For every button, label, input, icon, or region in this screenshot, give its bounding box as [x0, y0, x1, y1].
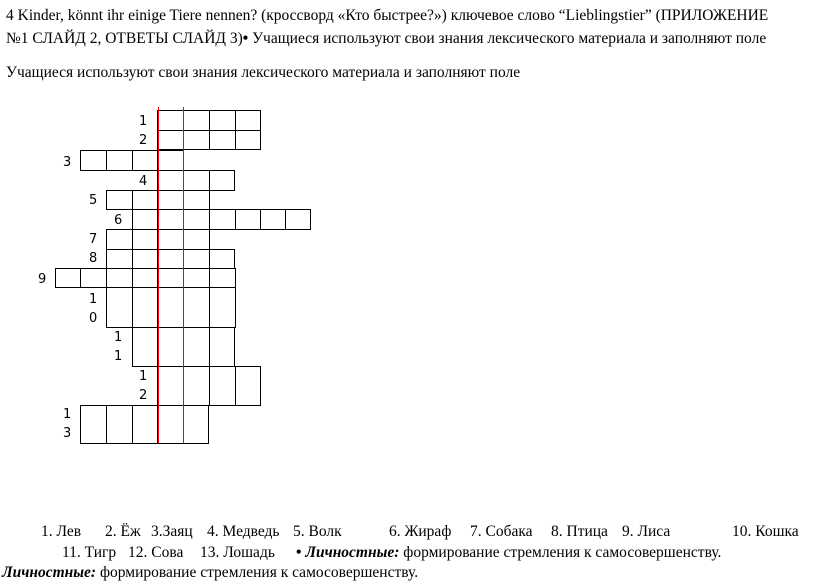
crossword-cell[interactable] — [183, 209, 210, 230]
clue-number-10: 1 — [89, 292, 98, 307]
header-line-2-tail: Учащиеся используют свои знания лексического материала и заполняют поле — [248, 30, 767, 47]
footer-text-2: формирование стремления к самосовершенству. — [96, 564, 419, 581]
crossword-cell[interactable] — [157, 249, 184, 269]
bullet-icon: • — [242, 30, 249, 47]
crossword-cell[interactable] — [260, 209, 286, 230]
clue-number-8: 8 — [89, 251, 98, 266]
crossword-cell[interactable] — [157, 130, 184, 150]
clue-number-10-b: 0 — [89, 311, 98, 326]
footer-label: Личностные: — [305, 544, 400, 561]
crossword-cell[interactable] — [132, 190, 158, 210]
crossword-cell[interactable] — [157, 190, 184, 210]
crossword-cell[interactable] — [209, 268, 236, 288]
crossword-cell[interactable] — [209, 327, 235, 367]
clue-number-6: 6 — [114, 213, 123, 228]
answer-11: 11. Тигр — [62, 544, 117, 561]
crossword-cell[interactable] — [106, 190, 133, 210]
crossword-cell[interactable] — [183, 229, 210, 250]
clue-number-13: 1 — [63, 407, 72, 422]
crossword-cell[interactable] — [157, 327, 184, 367]
answer-4: 4. Медведь — [207, 523, 280, 540]
crossword-cell[interactable] — [183, 366, 210, 406]
crossword-cell[interactable] — [132, 268, 158, 288]
crossword-cell[interactable] — [209, 170, 235, 191]
clue-number-7: 7 — [89, 232, 98, 247]
crossword-cell[interactable] — [132, 229, 158, 250]
crossword-cell[interactable] — [106, 150, 133, 171]
crossword-cell[interactable] — [132, 327, 158, 367]
answer-5: 5. Волк — [293, 523, 342, 540]
clue-number-3: 3 — [63, 155, 72, 170]
clue-number-13-b: 3 — [63, 426, 72, 441]
crossword-cell[interactable] — [157, 150, 184, 171]
keyword-column-left-border — [158, 107, 159, 443]
answer-13: 13. Лошадь — [200, 544, 275, 561]
crossword-cell[interactable] — [132, 209, 158, 230]
crossword-cell[interactable] — [132, 150, 158, 171]
crossword-cell[interactable] — [106, 405, 133, 444]
answer-12: 12. Сова — [128, 544, 184, 561]
footer-personal-goal-2 — [2, 563, 418, 583]
clue-number-12-b: 2 — [139, 388, 148, 403]
clue-number-1: 1 — [139, 114, 148, 129]
crossword-cell[interactable] — [183, 190, 210, 210]
crossword-cell[interactable] — [80, 405, 107, 444]
clue-number-4: 4 — [139, 174, 148, 189]
crossword-cell[interactable] — [157, 287, 184, 328]
crossword-cell[interactable] — [209, 287, 236, 328]
crossword-cell[interactable] — [157, 268, 184, 288]
crossword-cell[interactable] — [235, 366, 261, 406]
header-line-2-text: №1 СЛАЙД 2, ОТВЕТЫ СЛАЙД 3) — [6, 30, 243, 47]
crossword-cell[interactable] — [183, 130, 210, 150]
footer-personal-goal — [296, 543, 721, 563]
crossword-cell[interactable] — [235, 130, 261, 150]
crossword-cell[interactable] — [55, 268, 81, 288]
bullet-icon: • — [296, 544, 302, 561]
clue-number-11-b: 1 — [114, 349, 123, 364]
clue-number-9: 9 — [38, 272, 47, 287]
crossword-cell[interactable] — [183, 327, 210, 367]
crossword-cell[interactable] — [235, 110, 261, 131]
keyword-column-right-border — [183, 107, 184, 443]
answer-3: 3.Заяц — [151, 523, 193, 540]
crossword-cell[interactable] — [80, 150, 107, 171]
crossword-cell[interactable] — [157, 110, 184, 131]
header-line-1: 4 Kinder, könnt ihr einige Tiere nennen? (кроссворд «Кто быстрее?») ключевое слово “Lieblingstier” (ПРИЛОЖЕНИЕ — [6, 7, 769, 24]
crossword-cell[interactable] — [157, 405, 184, 444]
answer-7: 7. Собака — [470, 523, 533, 540]
crossword-cell[interactable] — [132, 249, 158, 269]
crossword-cell[interactable] — [80, 268, 107, 288]
crossword-cell[interactable] — [106, 249, 133, 269]
answer-2: 2. Ёж — [105, 523, 141, 540]
clue-number-12: 1 — [139, 369, 148, 384]
crossword-cell[interactable] — [106, 229, 133, 250]
crossword-cell[interactable] — [209, 366, 236, 406]
crossword-cell[interactable] — [183, 287, 210, 328]
footer-text: формирование стремления к самосовершенству. — [399, 544, 722, 561]
crossword-cell[interactable] — [157, 170, 184, 191]
answer-1: 1. Лев — [41, 523, 82, 540]
clue-number-11: 1 — [114, 330, 123, 345]
crossword-cell[interactable] — [106, 287, 133, 328]
crossword-cell[interactable] — [183, 405, 209, 444]
answer-6: 6. Жираф — [389, 523, 452, 540]
answer-8: 8. Птица — [551, 523, 608, 540]
crossword-cell[interactable] — [183, 170, 210, 191]
crossword-cell[interactable] — [157, 366, 184, 406]
subtitle: Учащиеся используют свои знания лексического материала и заполняют поле — [6, 64, 521, 81]
crossword-cell[interactable] — [209, 249, 235, 269]
crossword-cell[interactable] — [285, 209, 311, 230]
crossword-cell[interactable] — [157, 209, 184, 230]
crossword-cell[interactable] — [235, 209, 261, 230]
crossword-cell[interactable] — [209, 130, 236, 150]
crossword-cell[interactable] — [106, 268, 133, 288]
crossword-cell[interactable] — [157, 229, 184, 250]
crossword-cell[interactable] — [183, 268, 210, 288]
answer-10: 10. Кошка — [732, 523, 799, 540]
crossword-cell[interactable] — [132, 405, 158, 444]
crossword-cell[interactable] — [183, 110, 210, 131]
clue-number-2: 2 — [139, 133, 148, 148]
answer-9: 9. Лиса — [622, 523, 671, 540]
crossword-cell[interactable] — [132, 287, 158, 328]
crossword-cell[interactable] — [209, 209, 236, 230]
crossword-cell[interactable] — [209, 110, 236, 131]
footer-label-2: Личностные: — [2, 564, 97, 581]
crossword-cell[interactable] — [183, 249, 210, 269]
clue-number-5: 5 — [89, 193, 98, 208]
